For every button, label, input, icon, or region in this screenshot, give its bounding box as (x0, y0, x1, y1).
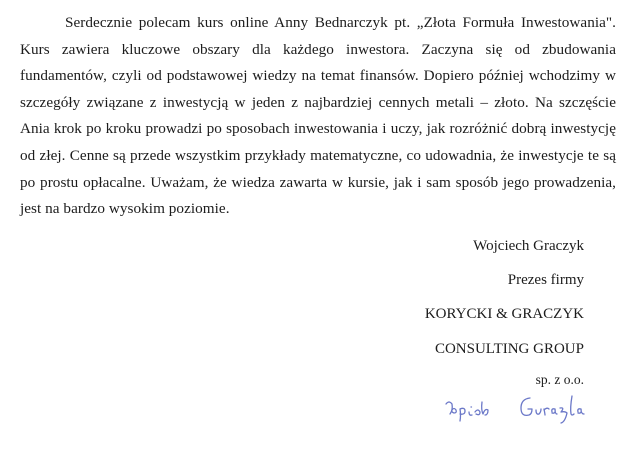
handwritten-signature (440, 390, 610, 430)
company-name-line-2: CONSULTING GROUP (434, 341, 584, 357)
signatory-title: Prezes firmy (507, 272, 584, 288)
letter-body-paragraph: Serdecznie polecam kurs online Anny Bednarczyk pt. „Złota Formuła Inwestowania". Kurs zawiera kluczowe obszary dla każdego inwestora. Zaczyna się od zbudowania fundamentów, czyli od podstawowej wiedzy na temat finansów. Dopiero później wchodzimy w szczegóły związane z inwestycją w jeden z najbardziej cennych metali – złoto. Na szczęście Ania krok po kroku prowadzi po sposobach inwestowania i uczy, jak rozróżnić dobrą inwestycję od złej. Cenne są przede wszystkim przykłady matematyczne, co udowadnia, że inwestycje te są po prostu opłacalne. Uważam, że wiedza zawarta w kursie, jak i sam sposób jego prowadzenia, jest na bardzo wysokim poziomie. (20, 14, 616, 218)
company-legal-form: sp. z o.o. (535, 372, 584, 387)
company-name-line-1: KORYCKI & GRACZYK (424, 306, 584, 322)
signatory-name: Wojciech Graczyk (473, 238, 584, 254)
